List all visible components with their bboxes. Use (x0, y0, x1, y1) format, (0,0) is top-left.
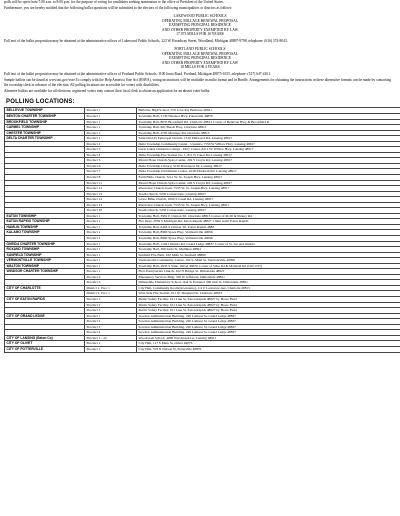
precinct-cell: Precinct 1 (85, 125, 137, 131)
precinct-cell: Precinct 1 (85, 346, 137, 352)
proposal-line: AND OTHER PROPERTY EXEMPTED BY LAW (161, 27, 239, 32)
location-cell: Mount Hope Church-Spiro Center, 202 S Creyts Rd, Lansing 48917 (137, 180, 400, 186)
precinct-cell: Precinct 2 (85, 141, 137, 147)
precinct-cell: District 2, Prec 1 (85, 291, 137, 297)
township-cell: WALTON TOWNSHIP (5, 263, 85, 269)
proposal-title: PORTLAND PUBLIC SCHOOLS (174, 47, 226, 52)
township-cell: VERMONTVILLE TOWNSHIP (5, 258, 85, 264)
location-cell: Sowdon Administration Building, 220 Lamson St, Grand Ledge 48837 (137, 313, 400, 319)
precinct-cell: Precinct 2 (85, 274, 137, 280)
precinct-cell: Precinct 1 (85, 108, 137, 114)
township-cell: EATON RAPIDS TOWNSHIP (5, 219, 85, 225)
location-cell: City Hall, Community Room(downstairs), 111 E Lawrence Ave, Charlotte 48813 (137, 285, 400, 291)
location-cell: Woodcreek School, 4000 Woodcreek Ln, Lansing 48911 (137, 335, 400, 341)
precinct-cell: Precinct 1 (85, 241, 137, 247)
township-cell: ROXAND TOWNSHIP (5, 247, 85, 253)
precinct-cell: Precinct 3 - 22 (85, 335, 137, 341)
township-cell: SUNFIELD TOWNSHIP (5, 252, 85, 258)
proposal-line: AND OTHER PROPERTY EXEMPTED BY LAW (161, 60, 239, 65)
township-cell: CHESTER TOWNSHIP (5, 130, 85, 136)
township-cell: CITY OF LANSING (Eaton Co) (5, 335, 85, 341)
precinct-cell: Precinct 1 (85, 258, 137, 264)
polling-locations-heading: POLLING LOCATIONS: (6, 99, 75, 106)
location-cell: Vermontville Community Center, 194 S. Main St, Vermontville 49096 (137, 258, 400, 264)
proposal-line: EXEMPTING PRINCIPAL RESIDENCE (168, 56, 231, 61)
location-cell: City Hall, 117 S Main St, Olivet 49076 (137, 341, 400, 347)
location-cell: Bellevue High School, 576 Love Rd, Bellevue 49021 (137, 108, 400, 114)
location-cell: Riverview Church-Gym, 7533 W. St. Joseph Hwy, Lansing 48917 (137, 186, 400, 192)
precinct-cell: Precinct 1 (85, 119, 137, 125)
location-cell: Emergency Services Bldg, 330 W Jefferson, Dimondale 48821 (137, 274, 400, 280)
location-cell: Delta Township Enrichment Center, 4538 Elizabeth Rd, Lansing 48917 (137, 169, 400, 175)
precinct-cell: Precinct 5 (85, 158, 137, 164)
polling-locations-table (4, 107, 400, 352)
township-cell: BROOKFIELD TOWNSHIP (5, 119, 85, 125)
precinct-cell: Precinct 3 (85, 324, 137, 330)
polls-open-line: polls will be open from 7:00 a.m. to 8:00 p.m. for the purpose of voting for candidates seeking nomination to the office of President of the United States. (4, 0, 224, 4)
location-cell: South Church, 5250 Cornerstone, Lansing 48917 (137, 208, 400, 214)
precinct-cell: Precinct 1 (85, 263, 137, 269)
portland-proposal (4, 47, 396, 70)
proposal-line: OPERATING MILLAGE RENEWAL PROPOSAL (161, 51, 239, 56)
portland-fulltext: Full text of the ballot proposition may be obtained at the administrative offices of Portland Public Schools, 1100 Ionia Road, Portland, Michigan 48875-1035, telephone: (517) 647-4161. (4, 71, 271, 76)
location-cell: Great Lakes Christian College - Doty Center, 6211 W. Willow Hwy, Lansing 48917 (137, 147, 400, 153)
precinct-cell: Precinct 11 (85, 180, 137, 186)
precinct-cell: Precinct 2 (85, 302, 137, 308)
lakewood-proposal (4, 14, 396, 37)
location-cell: Saint David's Episcopal Church, 1519 Elmwood Rd, Lansing 48917 (137, 136, 400, 142)
township-cell: KALAMO TOWNSHIP (5, 230, 85, 236)
proposal-line: EXEMPTING PRINCIPAL RESIDENCE (168, 23, 231, 28)
township-cell: CARMEL TOWNSHIP (5, 125, 85, 131)
township-cell: EATON TOWNSHIP (5, 213, 85, 219)
precinct-cell: Precinct 8 (85, 175, 137, 181)
location-cell: Township Hall, 11041 Oneida Rd, Grand Ledge 48837 Corner of St. Joe and Oneida (137, 241, 400, 247)
township-cell: BELLEVUE TOWNSHIP (5, 108, 85, 114)
location-cell: Grace Bible Church, 1000 S Canal Rd, Lansing 48917 (137, 197, 400, 203)
precinct-cell: Precinct 4 (85, 330, 137, 336)
precinct-cell: Precinct 15 (85, 202, 137, 208)
township-cell: BENTON CHARTER TOWNSHIP (5, 113, 85, 119)
precinct-cell: Precinct 1 (85, 219, 137, 225)
precinct-cell: Precinct 1 (85, 252, 137, 258)
precinct-cell: Precinct 6 (85, 163, 137, 169)
precinct-cell: Precinct 16 (85, 208, 137, 214)
location-cell: Delta Township Community Center - Upstairs, 7550 W Willow Hwy, Lansing 48917 (137, 141, 400, 147)
location-cell: Sowdon Administration Building, 220 Lamson St, Grand Ledge 48837 (137, 324, 400, 330)
location-cell: Township Hall, 8960 Spore Hwy, Vermontville 49096 (137, 236, 400, 242)
township-cell: CITY OF OLIVET (5, 341, 85, 347)
township-cell: CITY OF CHARLOTTE (5, 285, 85, 291)
location-cell: First Presbyterian Church, 102 N Bridge St, Dimondale 48821 (137, 269, 400, 275)
location-cell: Township Hall, 8033 Brookfield Rd, Charlotte 48813 Corner of Bellevue Hwy & Brookfield R (137, 119, 400, 125)
precinct-cell: Precinct 4 (85, 152, 137, 158)
precinct-cell: Precinct 13 (85, 191, 137, 197)
location-cell: Sunfield Fire Barn, 162 Main St, Sunfield 48890 (137, 252, 400, 258)
precinct-cell: Precinct 1 (85, 113, 137, 119)
lakewood-fulltext: Full text of the ballot proposition may be obtained at the administrative offices of Lakewood Public Schools, 223 W. Broadway Street, Woodland, Michigan 48897-9798, telephone: (616) 374-8043. (4, 38, 288, 43)
precinct-cell: Precinct 14 (85, 197, 137, 203)
precinct-cell: Precinct 7 (85, 169, 137, 175)
location-cell: Township Hall, 390 Ionia St, Mulliken 48861 (137, 247, 400, 253)
precinct-cell: Precinct 1 (85, 297, 137, 303)
location-cell: Delta Township Library, 5130 Davenport Dr, Lansing 48917 (137, 163, 400, 169)
location-cell: City Hall, 319 N Nelson St, Potterville 48876 (137, 346, 400, 352)
township-cell: CITY OF GRAND LEDGE (5, 313, 85, 319)
precinct-cell: Precinct 3 (85, 280, 137, 286)
precinct-cell: District 1, Prec 1 (85, 285, 137, 291)
location-cell: Township Hall, 4933 S Stine, Olivet 49076 Corner of Stine Rd & Marshall Rd (Old 1?27) (137, 263, 400, 269)
location-cell: Township Hall, 3981 E Clinton Trl, Charlotte 48813 Corner of M-50 & Pinkey Rd (137, 213, 400, 219)
township-cell: WINDSOR CHARTER TOWNSHIP (5, 269, 85, 275)
township-cell: HAMLIN TOWNSHIP (5, 224, 85, 230)
ballot-questions-intro: Furthermore, you are hereby notified that the following ballot questions will be submitted to the electors of the following municipalities or districts as follows: (4, 6, 233, 10)
precinct-cell: Precinct 1 (85, 136, 137, 142)
location-cell: Riverview Church-Gym, 7533 W. St. Joseph Hwy, Lansing 48917 (137, 202, 400, 208)
location-cell: South Church, 5250 Cornerstone, Lansing 48917 (137, 191, 400, 197)
location-cell: West Side Fire Station, 911 W. Shepherd St, Charlotte 48813 (137, 291, 400, 297)
location-cell: Public Safety Facility, 101 Line St, Eaton Rapids 48827 by Howe Field (137, 308, 400, 314)
location-cell: Township Hall, 5136 Windsor Hwy, Potterville 48876 (137, 113, 400, 119)
precinct-cell: Precinct 2 (85, 319, 137, 325)
precinct-cell: Precinct 1 (85, 269, 137, 275)
township-cell: ONEIDA CHARTER TOWNSHIP (5, 241, 85, 247)
location-cell: Township Hall, 6463 S Clinton Trl, Eaton Rapids 4882 (137, 224, 400, 230)
location-cell: Township Hall, 4795 Martinez Rd, Charlotte 48813 (137, 130, 400, 136)
location-cell: Delta Township Fire Station No. 1, 811 N Canal Rd, Lansing 48917 (137, 152, 400, 158)
location-cell: Public Safety Facility, 101 Line St, Eaton Rapids 48827 by Howe Field (137, 302, 400, 308)
location-cell: Fire Dept, 2959 S Michigan Rd, Eaton Rapids 48827 1 mile north Eaton Rapids (137, 219, 400, 225)
precinct-cell: Precinct 1 (85, 230, 137, 236)
precinct-cell: Precinct 1 (85, 213, 137, 219)
proposal-line: OPERATING MILLAGE RENEWAL PROPOSAL (161, 18, 239, 23)
location-cell: Sowdon Administration Building, 220 Lamson St, Grand Ledge 48837 (137, 319, 400, 325)
township-cell: CITY OF EATON RAPIDS (5, 297, 85, 303)
location-cell: Mount Hope Church-Spiro Center, 202 S Creyts Rd, Lansing 48917 (137, 158, 400, 164)
location-cell: Faith Bible Church, 5211 W. St. Joseph Hwy, Lansing 48917 (137, 175, 400, 181)
proposal-title: LAKEWOOD PUBLIC SCHOOLS (173, 14, 227, 19)
absentee-paragraph: Absentee ballots are available for all elections; registered voters may contact their local clerk to obtain an application for an absent voter ballot. (4, 89, 211, 94)
proposal-line: 18 MILLS FOR 4 YEARS (180, 65, 220, 70)
precinct-cell: Precinct 1 (85, 313, 137, 319)
location-cell: Township Hall, 8960 Spore Hwy, Vermontville 49096 (137, 230, 400, 236)
precinct-cell: Precinct 1 (85, 224, 137, 230)
precinct-cell: Precinct 3 (85, 308, 137, 314)
location-cell: Township Hall, 661 Beech Hwy, Charlotte 48813 (137, 125, 400, 131)
township-cell: CITY OF POTTERVILLE (5, 346, 85, 352)
location-cell: Sowdon Administration Building, 220 Lamson St, Grand Ledge 48837 (137, 330, 400, 336)
precinct-cell: Precinct 1 (85, 247, 137, 253)
precinct-cell: Precinct 12 (85, 186, 137, 192)
precinct-cell: Precinct 1 (85, 341, 137, 347)
proposal-line: 17.973 MILLS FOR 10 YEARS (176, 32, 224, 37)
precinct-cell: Precinct 2 (85, 236, 137, 242)
polling-locations-body (5, 108, 400, 352)
precinct-cell: Precinct 3 (85, 147, 137, 153)
sample-ballots-paragraph: Sample ballots can be found at www.mi.gov/vote.To comply with the Help America Vote Act (HAVA), voting instructions will be available in audio format and in Braille. Arrangements for obtaining the instructions in these alternative formats can be made by contacting the township clerk in advance of the election. All polling locations are accessible for voters with disabilities. (4, 78, 392, 87)
precinct-cell: Precinct 1 (85, 130, 137, 136)
township-cell: DELTA CHARTER TOWNSHIP (5, 136, 85, 142)
location-cell: Public Safety Facility, 101 Line St, Eaton Rapids 48827 by Howe Field (137, 297, 400, 303)
location-cell: Dimondale Elementary School, Oak St Entrance 300 Oak St, Dimondale 48821 (137, 280, 400, 286)
table-row (5, 346, 400, 352)
